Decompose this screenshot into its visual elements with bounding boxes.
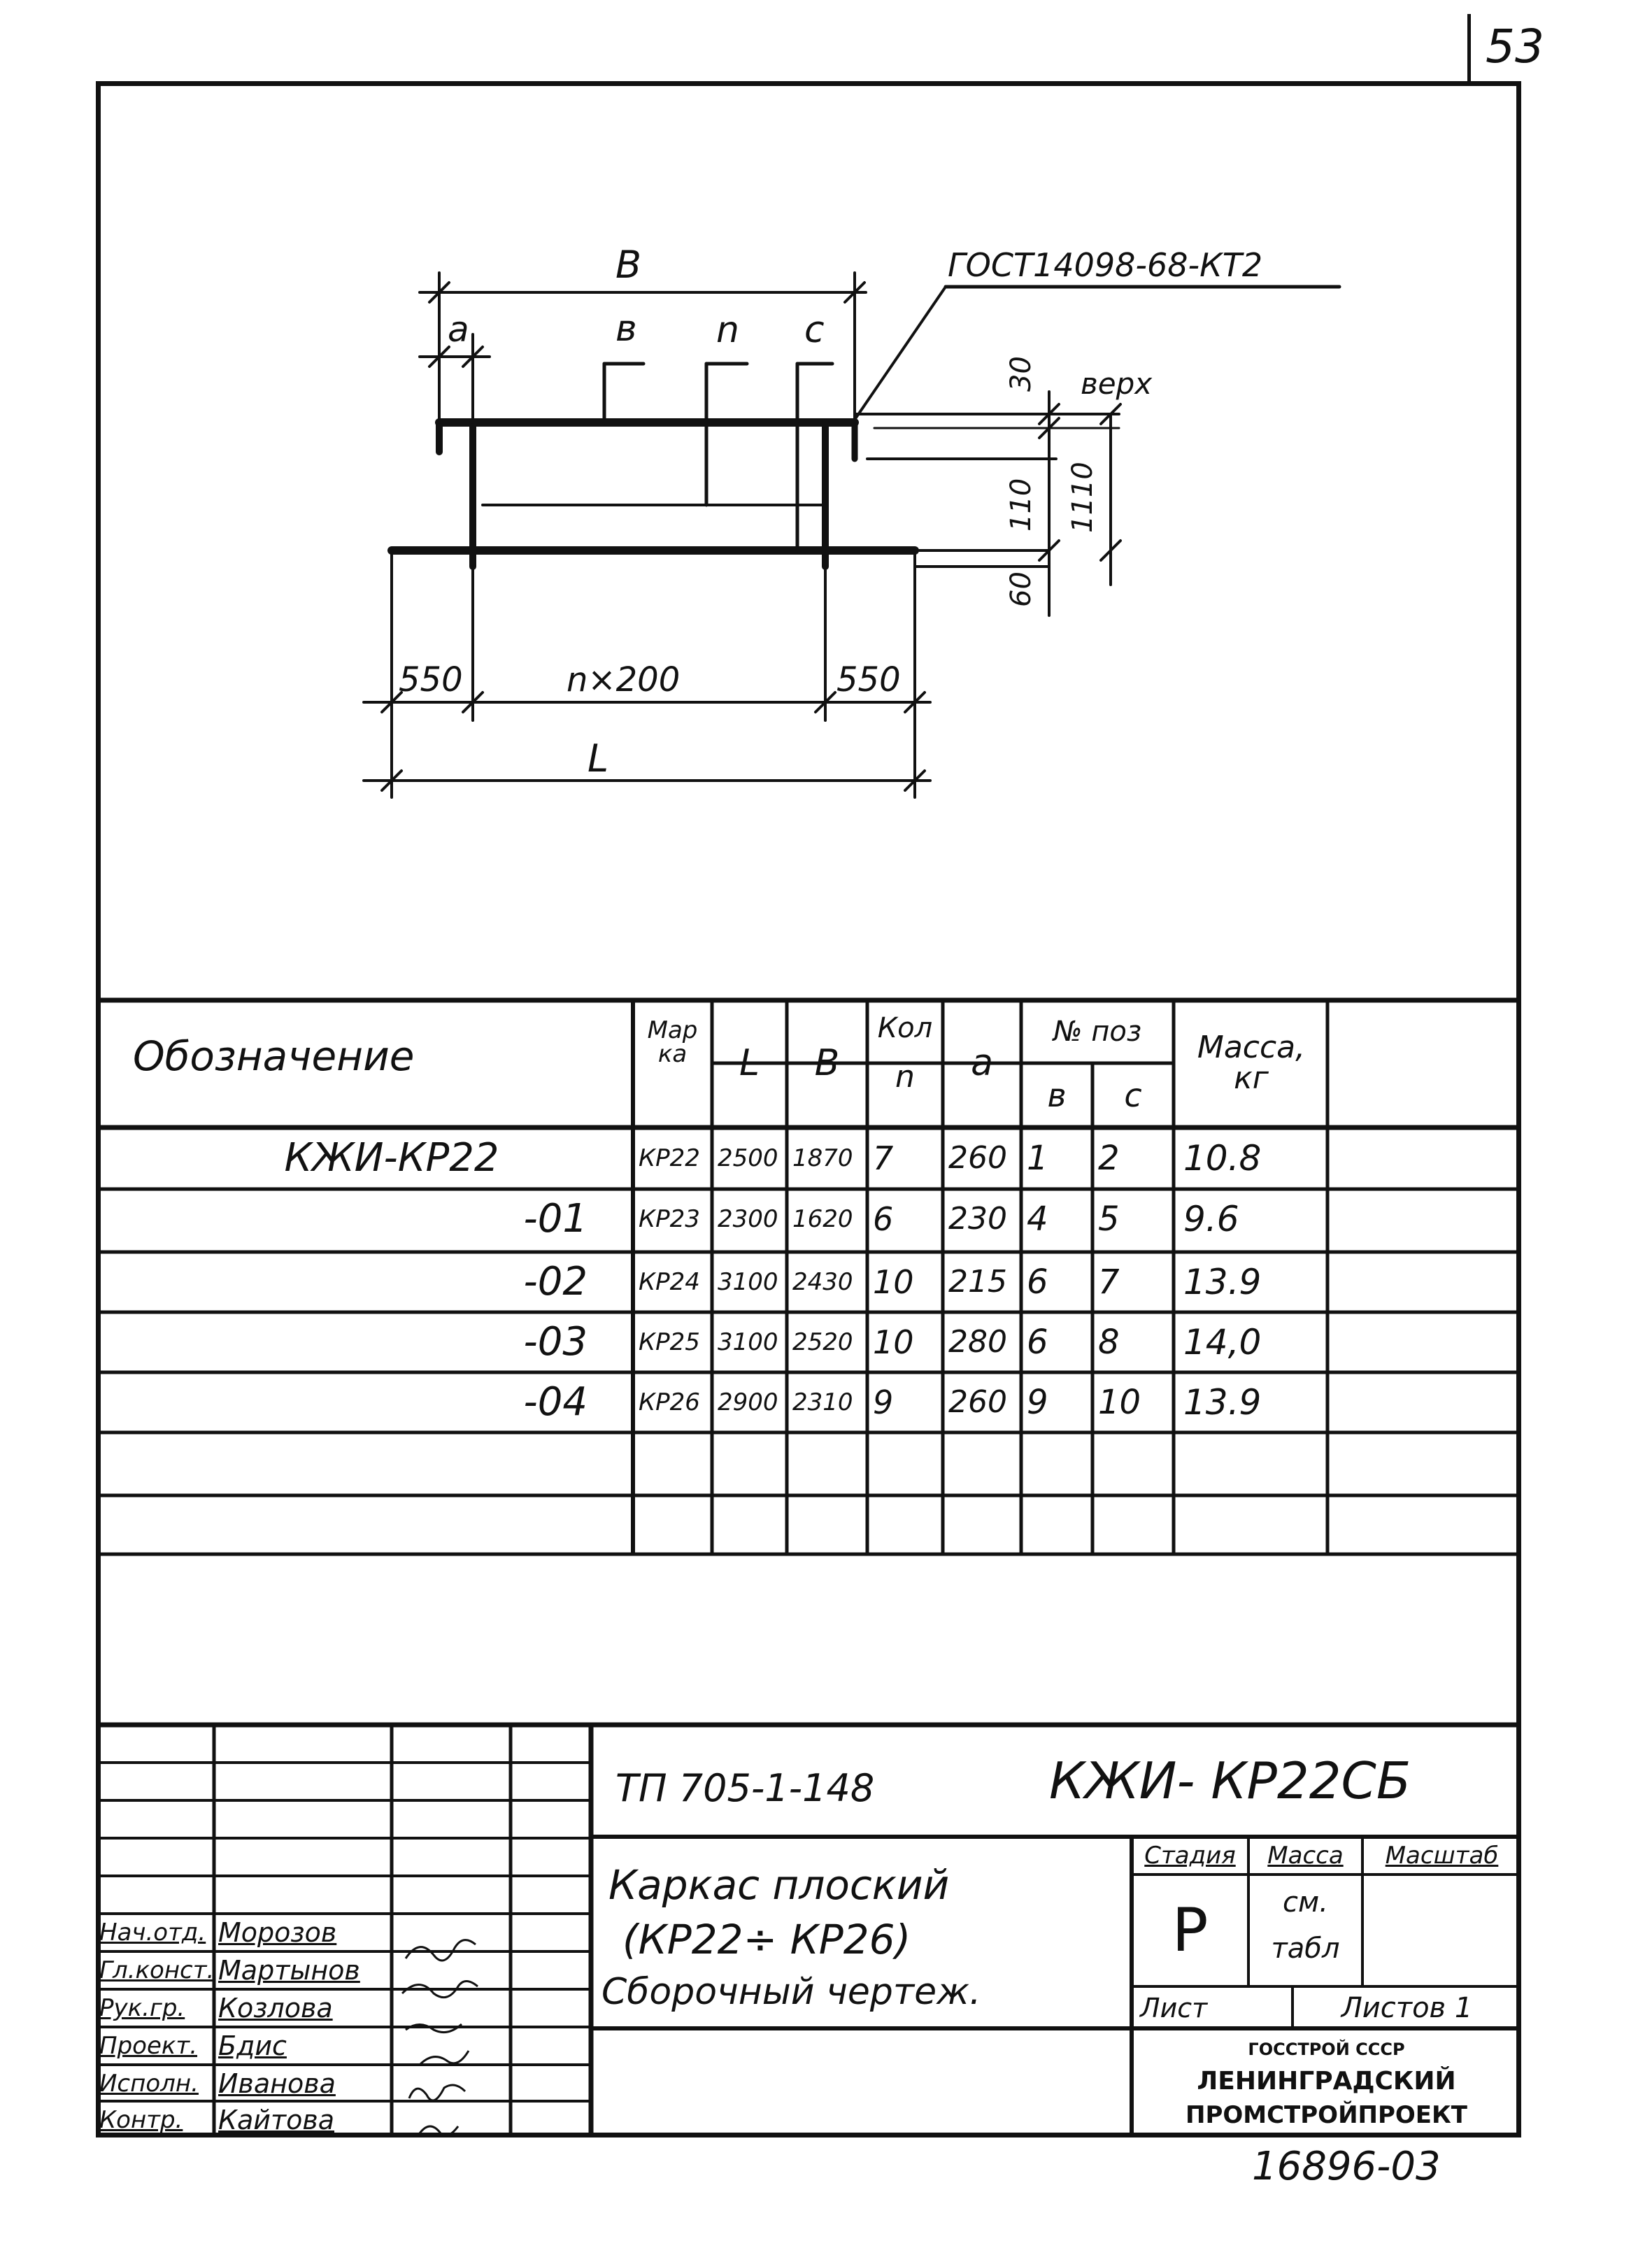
sheet-number: 53 — [1486, 20, 1544, 73]
row-cell-L: 2500 — [718, 1144, 778, 1172]
row-cell-L: 2900 — [718, 1388, 778, 1416]
signature-name: Иванова — [218, 2068, 336, 2099]
row-cell-mass: 9.6 — [1183, 1199, 1239, 1239]
drawing-name-line3: Сборочный чертеж. — [601, 1971, 981, 2013]
sheets-label: Листов 1 — [1341, 1992, 1473, 2024]
org-line3: ПРОМСТРОЙПРОЕКТ — [1185, 2101, 1468, 2129]
row-cell-marka: КР23 — [639, 1205, 700, 1233]
scale-label: Масштаб — [1385, 1842, 1499, 1870]
row-cell-a: 215 — [948, 1264, 1007, 1300]
signature-name: Морозов — [218, 1917, 337, 1948]
header-pos-c: c — [1124, 1076, 1142, 1114]
signature-name: Козлова — [218, 1993, 333, 2023]
gost-callout: ГОСТ14098-68-КТ2 — [948, 246, 1263, 284]
row-cell-marka: КР22 — [639, 1144, 700, 1172]
row-cell-marka: КР25 — [639, 1328, 700, 1356]
header-L: L — [739, 1042, 760, 1084]
dim-label-60: 60 — [1005, 571, 1037, 607]
dim-label-550-left: 550 — [399, 660, 463, 699]
mass-value-1: см. — [1283, 1886, 1328, 1919]
drawing-name-line2: (КР22÷ КР26) — [622, 1916, 911, 1963]
header-B: B — [814, 1042, 840, 1084]
row-cell-c: 7 — [1098, 1262, 1120, 1302]
header-pos-v: в — [1047, 1076, 1067, 1114]
row-designation: -03 — [523, 1319, 588, 1365]
row-cell-v: 6 — [1027, 1323, 1048, 1362]
row-cell-L: 3100 — [718, 1268, 778, 1296]
row-cell-n: 9 — [873, 1383, 894, 1421]
row-cell-B: 1870 — [792, 1144, 853, 1172]
row-cell-mass: 10.8 — [1183, 1138, 1262, 1179]
org-line2: ЛЕНИНГРАДСКИЙ — [1197, 2067, 1456, 2096]
dim-label-110: 110 — [1005, 478, 1037, 532]
inventory-number: 16896-03 — [1252, 2144, 1441, 2189]
signature-name: Мартынов — [218, 1955, 360, 1986]
row-cell-n: 10 — [873, 1263, 914, 1301]
header-pos: № поз — [1053, 1016, 1142, 1048]
row-cell-mass: 13.9 — [1183, 1382, 1262, 1423]
row-cell-B: 1620 — [792, 1205, 853, 1233]
row-cell-mass: 13.9 — [1183, 1262, 1262, 1302]
dim-label-v: в — [615, 308, 637, 350]
row-designation: КЖИ-КР22 — [284, 1135, 499, 1181]
signature-role: Нач.отд. — [99, 1919, 206, 1947]
dim-label-verkh: верх — [1081, 367, 1153, 401]
row-designation: -04 — [523, 1379, 588, 1425]
row-cell-c: 10 — [1098, 1383, 1141, 1422]
mass-value-2: табл — [1271, 1933, 1340, 1965]
row-cell-v: 4 — [1027, 1200, 1048, 1239]
signature-role: Контр. — [99, 2106, 183, 2134]
row-cell-n: 6 — [873, 1200, 894, 1238]
sheet-label: Лист — [1140, 1993, 1208, 2023]
header-kol: Кол — [877, 1012, 933, 1044]
dim-label-B: B — [615, 243, 642, 287]
org-line1: ГОССТРОЙ СССР — [1248, 2040, 1405, 2059]
signature-role: Проект. — [99, 2032, 198, 2060]
row-cell-c: 2 — [1098, 1139, 1120, 1178]
signature-role: Гл.конст. — [99, 1956, 215, 1984]
row-cell-a: 230 — [948, 1201, 1007, 1237]
row-cell-v: 6 — [1027, 1262, 1048, 1302]
row-cell-mass: 14,0 — [1183, 1322, 1262, 1363]
header-mass: Масса, кг — [1197, 1030, 1306, 1096]
row-cell-a: 260 — [948, 1384, 1007, 1420]
stage-label: Стадия — [1144, 1842, 1236, 1870]
row-cell-a: 260 — [948, 1140, 1007, 1176]
row-cell-n: 7 — [873, 1139, 894, 1177]
dim-label-n: n — [716, 309, 739, 351]
signature-name: Бдис — [218, 2030, 287, 2061]
header-a: a — [971, 1042, 993, 1084]
row-cell-v: 1 — [1027, 1139, 1048, 1178]
header-kol-n: n — [895, 1059, 915, 1095]
dim-label-nx200: n×200 — [567, 660, 681, 699]
row-cell-v: 9 — [1027, 1383, 1048, 1422]
row-cell-c: 5 — [1098, 1200, 1120, 1239]
row-cell-L: 3100 — [718, 1328, 778, 1356]
row-cell-n: 10 — [873, 1323, 914, 1361]
dim-label-L: L — [588, 737, 609, 781]
dim-label-550-right: 550 — [836, 660, 901, 699]
row-cell-marka: КР24 — [639, 1268, 700, 1296]
mass-label: Масса — [1267, 1842, 1344, 1870]
drawing-code: КЖИ- КР22СБ — [1049, 1751, 1411, 1810]
row-cell-c: 8 — [1098, 1323, 1120, 1362]
row-cell-L: 2300 — [718, 1205, 778, 1233]
row-cell-B: 2520 — [792, 1328, 853, 1356]
dim-label-1110: 1110 — [1067, 462, 1099, 533]
project-number: ТП 705-1-148 — [615, 1766, 875, 1810]
dim-label-30: 30 — [1005, 356, 1037, 392]
row-cell-B: 2430 — [792, 1268, 853, 1296]
drawing-name-line1: Каркас плоский — [608, 1861, 950, 1909]
signature-role: Рук.гр. — [99, 1994, 185, 2022]
dim-label-c: c — [804, 309, 825, 351]
dim-label-a: a — [448, 309, 469, 350]
row-designation: -01 — [523, 1196, 588, 1242]
header-designation: Обозначение — [133, 1032, 415, 1080]
header-marka: Мар ка — [647, 1016, 698, 1068]
row-cell-marka: КР26 — [639, 1388, 700, 1416]
row-cell-a: 280 — [948, 1324, 1007, 1360]
row-cell-B: 2310 — [792, 1388, 853, 1416]
row-designation: -02 — [523, 1259, 588, 1304]
signature-name: Кайтова — [218, 2105, 335, 2135]
stage-value: Р — [1172, 1895, 1209, 1965]
signature-role: Исполн. — [99, 2070, 199, 2098]
